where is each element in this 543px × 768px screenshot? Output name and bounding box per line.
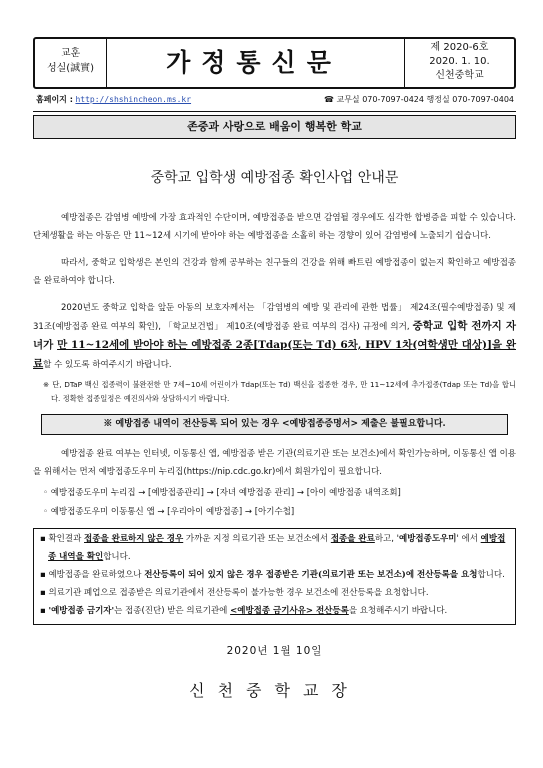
school-name: 신천중학교: [435, 70, 484, 81]
guidance-item-contraindication: ▪ '예방접종 금기자'는 접종(진단) 받은 의료기관에 <예방접종 금기사유> 전산등록을 요청해주시기 바랍니다.: [40, 606, 448, 616]
reason-paragraph: 따라서, 중학교 입학생은 본인의 건강과 함께 공부하는 친구들의 건강을 위해 빠트린 예방접종이 없는지 확인하고 예방접종을 완료하여야 합니다.: [33, 258, 516, 286]
step-mobile-app: ◦ 예방접종도우미 이동통신 앱 → [우리아이 예방접종] → [아기수첩]: [43, 507, 295, 517]
guidance-item-incomplete: ▪ 확인결과 접종을 완료하지 않은 경우 가까운 지정 의료기관 또는 보건소에서 접종을 완료하고, '예방접종도우미' 에서 예방접종 내역을 확인합니다.: [40, 534, 506, 562]
homepage-link[interactable]: http://shshincheon.ms.kr: [75, 95, 192, 104]
request-closing: 할 수 있도록 하여주시기 바랍니다.: [43, 360, 172, 370]
dtap-note: ※ 단, DTaP 백신 접종력이 불완전한 만 7세~10세 어린이가 Tdap(또는 Td) 백신을 접종한 경우, 만 11~12세에 추가접종(Tdap 또는 Td)을 합니다. 정확한 접종일정은 예진의사와 상담하시기 바랍니다.: [43, 380, 516, 403]
homepage-label: 홈페이지 :: [36, 95, 73, 104]
school-slogan: 존중과 사랑으로 배움이 행복한 학교: [33, 115, 516, 139]
guidance-item-closed-clinic: ▪ 의료기관 폐업으로 접종받은 의료기관에서 전산등록이 불가능한 경우 보건소에 전산등록을 요청합니다.: [40, 588, 429, 598]
school-motto: [35, 39, 107, 87]
vaccine-requirement: 만 11~12세에 받아야 하는 예방접종 2종[Tdap(또는 Td) 6차, HPV 1차(여학생만 대상)]을 완료: [33, 339, 516, 370]
check-method-paragraph: 예방접종 완료 여부는 인터넷, 이동통신 앱, 예방접종 받은 기관(의료기관 또는 보건소)에서 확인가능하며, 이동통신 앱 이용을 위해서는 먼저 예방접종도우미 누리집(https://nip.cdc.go.kr)에서 회원가입이 필요합니다.: [33, 449, 516, 477]
document-title: 중학교 입학생 예방접종 확인사업 안내문: [150, 170, 399, 186]
law-reference-text: 2020년도 중학교 입학을 앞둔 아동의 보호자께서는 「감염병의 예방 및 관리에 관한 법률」 제24조(필수예방접종) 및 제31조(예방접종 완료 여부의 확인), 「학교보건법」 제10조(예방접종 완료 여부의 검사) 규정에 의거,: [33, 303, 516, 332]
issue-date: 2020. 1. 10.: [429, 56, 490, 67]
phone-numbers: ☎ 교무실 070-7097-0424 행정실 070-7097-0404: [323, 95, 514, 104]
request-paragraph: [33, 299, 516, 374]
guidance-box: [33, 528, 516, 625]
guidance-item-unregistered: ▪ 예방접종을 완료하였으나 전산등록이 되어 있지 않은 경우 접종받은 기관(의료기관 또는 보건소)에 전산등록을 요청합니다.: [40, 570, 505, 580]
motto-value: 성실(誠實): [46, 63, 95, 74]
newsletter-page: [33, 37, 516, 701]
check-steps: [33, 484, 516, 522]
issue-info: [404, 39, 514, 87]
certificate-notice: ※ 예방접종 내역이 전산등록 되어 있는 경우 <예방접종증명서> 제출은 불필요합니다.: [41, 414, 508, 435]
motto-label: 교훈: [60, 48, 81, 59]
step-website: ◦ 예방접종도우미 누리집 → [예방접종관리] → [자녀 예방접종 관리] → [아이 예방접종 내역조회]: [43, 488, 401, 498]
newsletter-title: 가정통신문: [166, 48, 342, 77]
newsletter-header: [33, 37, 516, 89]
issue-number: 제 2020-6호: [430, 42, 489, 53]
intro-paragraph: 예방접종은 감염병 예방에 가장 효과적인 수단이며, 예방접종을 받으면 감염될 경우에도 심각한 합병증을 피할 수 있습니다. 단체생활을 하는 아동은 만 11~12세 시기에 받아야 하는 예방접종을 소홀히 하는 경향이 있어 감염병에 노출되기 쉽습니다.: [33, 213, 516, 241]
issue-footer-date: 2020년 1월 10일: [226, 645, 323, 657]
request-emphasis: 중학교 입학 전까지 자녀가: [33, 320, 516, 351]
principal-signature: 신천중학교장: [189, 681, 360, 700]
contact-bar: [33, 89, 516, 112]
